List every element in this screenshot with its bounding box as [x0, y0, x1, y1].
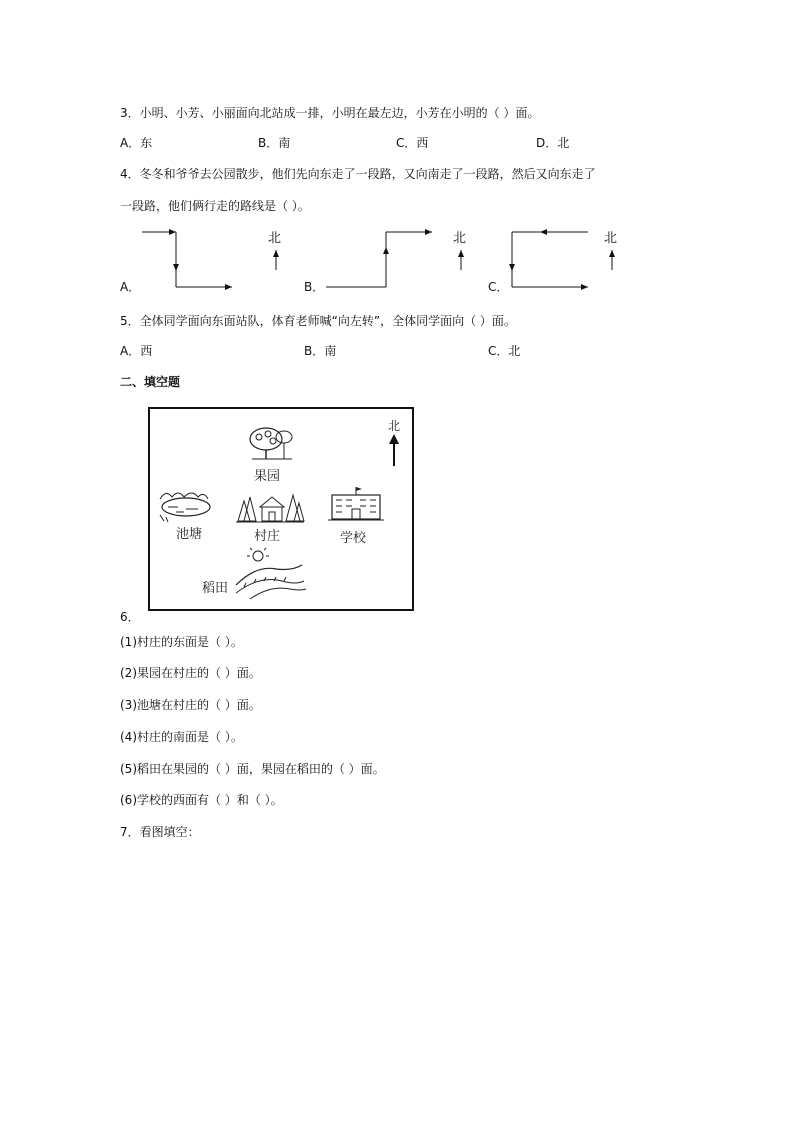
q5-option-b: B．南 [304, 344, 337, 358]
map-label-village: 村庄 [254, 529, 281, 544]
q4-option-a: A． [120, 280, 141, 294]
map-label-school: 学校 [340, 531, 367, 546]
north-arrow-icon [386, 433, 402, 467]
route-c-path [512, 232, 588, 287]
q4-route-diagrams [0, 0, 794, 300]
orchard-icon [246, 425, 296, 463]
school-icon [326, 485, 386, 525]
q6-item-4: (4)村庄的南面是（ ）。 [120, 730, 243, 744]
rice-field-icon [230, 547, 310, 603]
q3-option-d: D．北 [536, 136, 570, 150]
q4-option-c: C． [488, 280, 509, 294]
q7-text: 7．看图填空： [120, 825, 200, 839]
q5-text: 5．全体同学面向东面站队，体育老师喊“向左转”，全体同学面向（ ）面。 [120, 314, 516, 328]
q6-number: 6． [120, 610, 140, 624]
map-label-rice-field: 稻田 [202, 581, 229, 596]
q6-map [148, 407, 414, 611]
map-label-orchard: 果园 [254, 469, 281, 484]
route-a-north-label: 北 [268, 231, 282, 246]
q3-option-a: A．东 [120, 136, 153, 150]
q6-item-1: (1)村庄的东面是（ ）。 [120, 635, 243, 649]
village-icon [234, 487, 306, 525]
section-heading: 二、填空题 [120, 375, 181, 389]
q3-option-c: C．西 [396, 136, 429, 150]
q5-option-a: A．西 [120, 344, 153, 358]
pond-icon [156, 487, 214, 523]
map-north-label: 北 [388, 419, 401, 433]
q6-item-2: (2)果园在村庄的（ ）面。 [120, 666, 261, 680]
map-label-pond: 池塘 [176, 527, 203, 542]
q4-option-b: B． [304, 280, 325, 294]
q3-text: 3．小明、小芳、小丽面向北站成一排，小明在最左边，小芳在小明的（ ）面。 [120, 106, 540, 120]
q6-item-6: (6)学校的西面有（ ）和（ ）。 [120, 793, 283, 807]
q4-text-line2: 一段路，他们俩行走的路线是（ ）。 [120, 199, 310, 213]
q5-option-c: C．北 [488, 344, 521, 358]
route-b-path [326, 232, 432, 287]
q4-text-line1: 4．冬冬和爷爷去公园散步，他们先向东走了一段路，又向南走了一段路，然后又向东走了 [120, 167, 596, 181]
route-c-north-label: 北 [604, 231, 618, 246]
route-b-north-label: 北 [453, 231, 467, 246]
q6-item-3: (3)池塘在村庄的（ ）面。 [120, 698, 261, 712]
route-a-path [142, 232, 232, 287]
q6-item-5: (5)稻田在果园的（ ）面，果园在稻田的（ ）面。 [120, 762, 385, 776]
q3-option-b: B．南 [258, 136, 291, 150]
